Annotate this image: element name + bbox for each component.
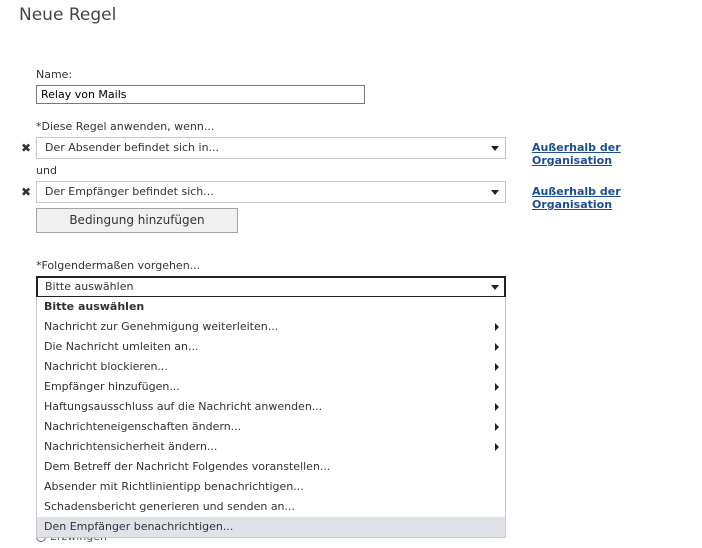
condition-2-select-value: Der Empfänger befindet sich... bbox=[45, 185, 214, 198]
chevron-down-icon bbox=[491, 190, 499, 195]
dropdown-option[interactable]: Absender mit Richtlinientipp benachrichtigen... bbox=[44, 480, 304, 493]
and-connector: und bbox=[36, 164, 57, 177]
action-dropdown-list bbox=[36, 297, 506, 538]
condition-2-link[interactable]: Außerhalb der Organisation bbox=[532, 185, 621, 211]
chevron-right-icon bbox=[495, 403, 499, 411]
conditions-label: *Diese Regel anwenden, wenn... bbox=[36, 120, 215, 133]
action-select-value: Bitte auswählen bbox=[45, 280, 134, 293]
chevron-right-icon bbox=[495, 363, 499, 371]
dropdown-option[interactable]: Nachrichteneigenschaften ändern... bbox=[37, 417, 505, 437]
name-input[interactable] bbox=[36, 85, 365, 104]
condition-1-select-value: Der Absender befindet sich in... bbox=[45, 141, 220, 154]
add-condition-button[interactable]: Bedingung hinzufügen bbox=[36, 208, 238, 233]
chevron-right-icon bbox=[495, 323, 499, 331]
chevron-down-icon bbox=[491, 285, 499, 290]
dropdown-option[interactable]: Nachrichtensicherheit ändern... bbox=[37, 437, 505, 457]
chevron-right-icon bbox=[495, 343, 499, 351]
chevron-right-icon bbox=[495, 443, 499, 451]
chevron-right-icon bbox=[495, 423, 499, 431]
dropdown-option[interactable]: Haftungsausschluss auf die Nachricht anwenden... bbox=[37, 397, 505, 417]
dropdown-option[interactable]: Den Empfänger benachrichtigen... bbox=[37, 517, 505, 537]
dropdown-option[interactable]: Nachricht zur Genehmigung weiterleiten... bbox=[37, 317, 505, 337]
condition-2-select[interactable] bbox=[36, 181, 506, 203]
chevron-down-icon bbox=[491, 146, 499, 151]
dropdown-option[interactable]: Schadensbericht generieren und senden an... bbox=[44, 500, 296, 513]
actions-label: *Folgendermaßen vorgehen... bbox=[36, 259, 201, 272]
name-label: Name: bbox=[36, 68, 73, 81]
dropdown-option[interactable]: Bitte auswählen bbox=[44, 300, 145, 313]
dropdown-option[interactable]: Die Nachricht umleiten an... bbox=[37, 337, 505, 357]
condition-1-link[interactable]: Außerhalb der Organisation bbox=[532, 141, 621, 167]
remove-condition-1-icon[interactable]: ✖ bbox=[21, 141, 32, 155]
dropdown-option[interactable]: Nachricht blockieren... bbox=[37, 357, 505, 377]
condition-1-select[interactable] bbox=[36, 137, 506, 159]
page-title: Neue Regel bbox=[19, 5, 117, 25]
remove-condition-2-icon[interactable]: ✖ bbox=[21, 185, 32, 199]
dropdown-option[interactable]: Empfänger hinzufügen... bbox=[37, 377, 505, 397]
dropdown-option[interactable]: Dem Betreff der Nachricht Folgendes voranstellen... bbox=[44, 460, 331, 473]
action-select[interactable] bbox=[36, 276, 506, 298]
chevron-right-icon bbox=[495, 383, 499, 391]
